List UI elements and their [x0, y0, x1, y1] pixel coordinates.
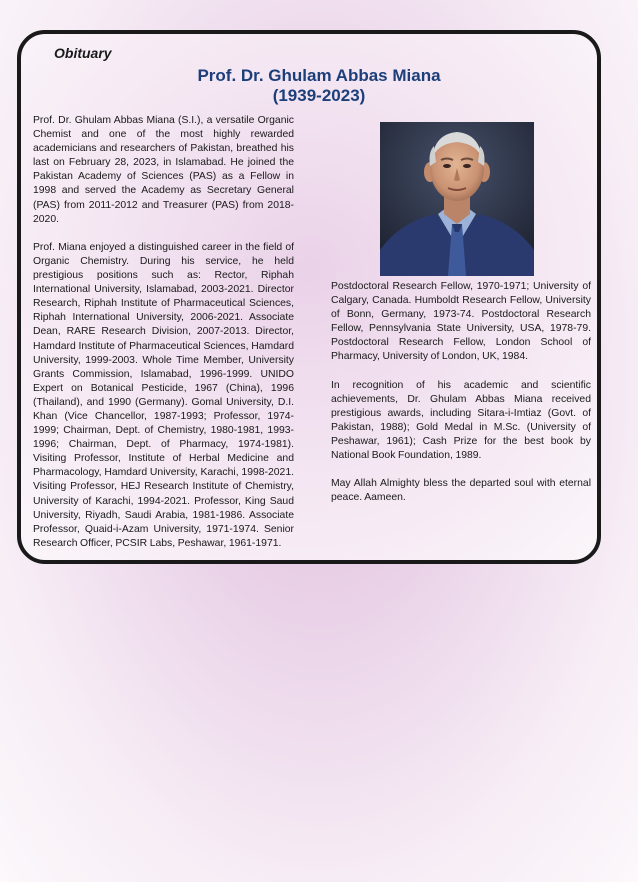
left-column — [33, 114, 294, 565]
biography-paragraph: Prof. Dr. Ghulam Abbas Miana (S.I.), a versatile Organic Chemist and one of the most highly rewarded academicians and researchers of Pakistan, breathed his last on February 28, 2023, in Islamabad. He joined the Pakistan Academy of Sciences (PAS) as a Fellow in 1998 and served the Academy as Secretary General (PAS) from 2011-2012 and Treasurer (PAS) from 2018-2020. — [33, 115, 294, 225]
portrait-photo-icon — [380, 122, 534, 276]
portrait-photo — [380, 122, 534, 276]
life-years: (1939-2023) — [272, 86, 366, 105]
career-paragraph: Prof. Miana enjoyed a distinguished career in the field of Organic Chemistry. During his service, he held prestigious positions such as: Rector, Riphah International University, Islamabad, 2003-2021. Director Research, Riphah Institute of Pharmaceutical Sciences, Riphah International University, 2006-2021. Associate Dean, RARE Research Division, 2007-2013. Director, Hamdard Institute of Pharmaceutical Sciences, Hamdard University, 1999-2003. Whole Time Member, University Grants Commission, Islamabad, 1996-1999. UNIDO Expert on Botanical Pesticide, 1967 (China), 1996 (Thailand), and 1990 (Germany). Gomal University, D.I. Khan (Vice Chancellor, 1987-1993; Professor, 1974-1999; Chairman, Dept. of Chemistry, 1980-1981, 1993-1996; Chairman, Dept. of Pharmacy, 1974-1981). Visiting Professor, Institute of Herbal Medicine and Pharmacology, Hamdard University, Karachi, 1998-2021. Visiting Professor, HEJ Research Institute of Chemistry, University of Karachi, 1994-2021. Professor, King Saud University, Riyadh, Saudi Arabia, 1981-1986. Associate Professor, Quaid-i-Azam University, 1971-1974. Senior Research Officer, PCSIR Labs, Peshawar, 1961-1971. — [33, 241, 294, 549]
prayer-paragraph: May Allah Almighty bless the departed soul with eternal peace. Aameen. — [331, 478, 591, 504]
awards-paragraph: In recognition of his academic and scientific achievements, Dr. Ghulam Abbas Miana received prestigious awards, including Sitara-i-Imtiaz (Govt. of Pakistan, 1988); Gold Medal in M.Sc. (University of Peshawar, 1961); Cash Prize for the best book by National Book Foundation, 1989. — [331, 379, 591, 462]
person-name: Prof. Dr. Ghulam Abbas Miana — [197, 66, 441, 85]
fellowships-paragraph: Postdoctoral Research Fellow, 1970-1971; University of Calgary, Canada. Humboldt Research Fellow, University of Bonn, Germany, 1973-74. Postdoctoral Research Fellow, Pennsylvania State University, USA, 1978-79. Postdoctoral Research Fellow, London School of Pharmacy, University of London, UK, 1984. — [331, 281, 591, 363]
right-column — [331, 280, 591, 520]
section-label: Obituary — [54, 45, 112, 61]
